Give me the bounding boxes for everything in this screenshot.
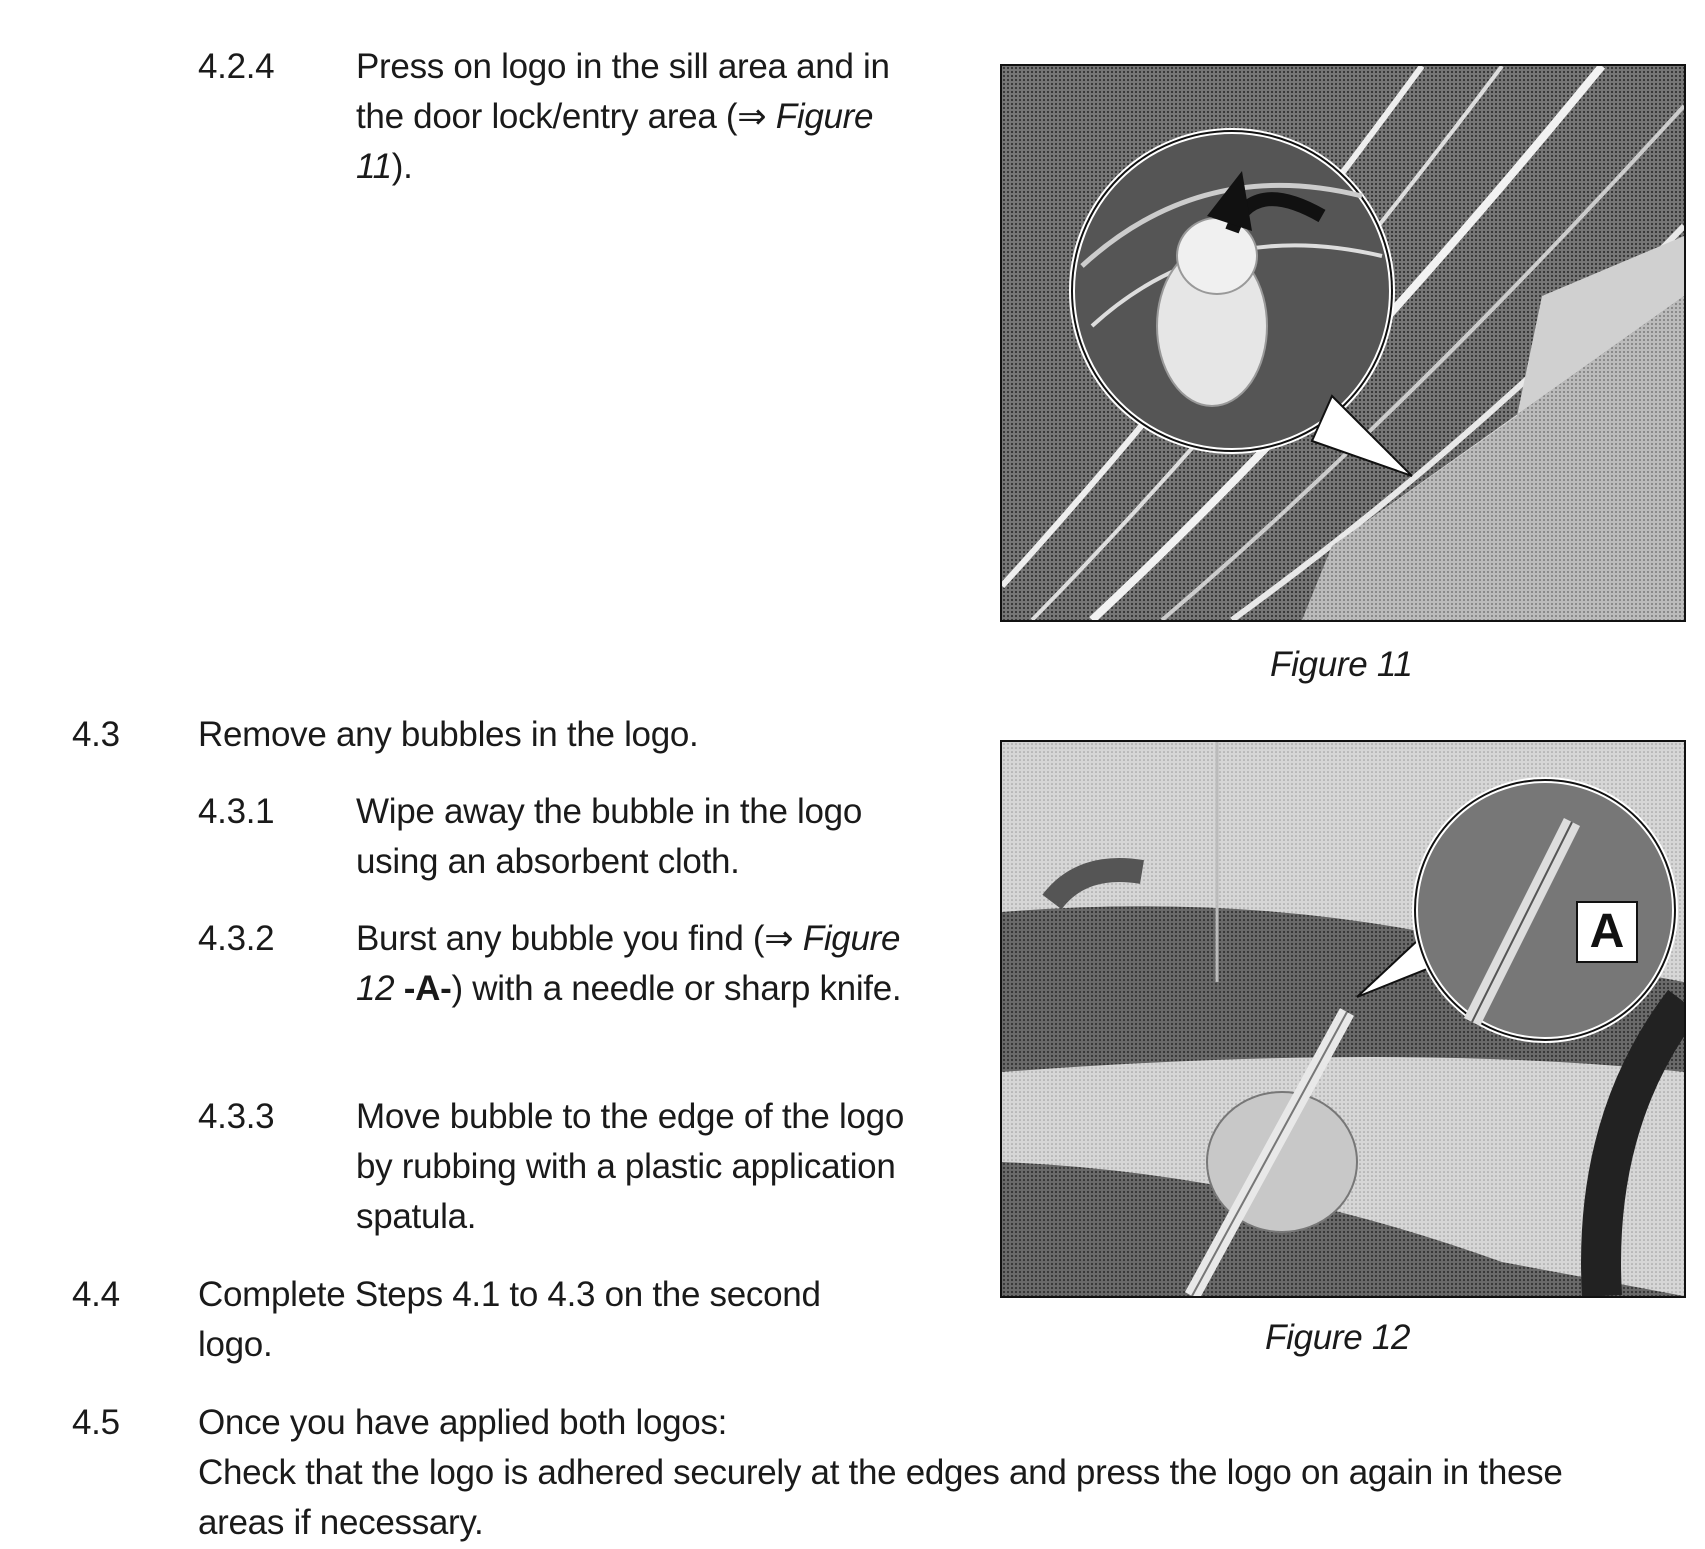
- step-number: 4.3.2: [198, 919, 275, 958]
- callout-a-label: A: [1589, 905, 1625, 958]
- step-number: 4.5: [72, 1403, 120, 1442]
- step-number: 4.3.1: [198, 792, 275, 831]
- step-line: by rubbing with a plastic application: [356, 1147, 896, 1186]
- step-line: Remove any bubbles in the logo.: [198, 715, 699, 754]
- step-line: 11).: [356, 147, 413, 186]
- step-line: the door lock/entry area (⇒ Figure: [356, 97, 874, 136]
- step-text: [198, 1398, 1678, 1548]
- figure-11-caption: Figure 11: [1270, 645, 1413, 684]
- step-line: Press on logo in the sill area and in: [356, 47, 890, 86]
- arrow-icon: ⇒: [737, 97, 767, 136]
- step-line: Check that the logo is adhered securely at the edges and press the logo on again in these: [198, 1453, 1563, 1492]
- step-number: 4.3: [72, 715, 120, 754]
- step-text: [198, 1270, 958, 1370]
- step-line: areas if necessary.: [198, 1503, 484, 1542]
- step-text: [356, 1092, 976, 1242]
- step-line: Move bubble to the edge of the logo: [356, 1097, 904, 1136]
- step-number: 4.2.4: [198, 47, 275, 86]
- step-line: Burst any bubble you find (⇒ Figure: [356, 919, 901, 958]
- step-line: logo.: [198, 1325, 273, 1364]
- step-text: [198, 710, 958, 760]
- step-number: 4.4: [72, 1275, 120, 1314]
- step-line: Wipe away the bubble in the logo: [356, 792, 863, 831]
- figure-11-image: [1000, 64, 1686, 622]
- step-line: 12 -A-) with a needle or sharp knife.: [356, 969, 902, 1008]
- figure-12-caption: Figure 12: [1265, 1318, 1411, 1357]
- figure-12-image: [1000, 740, 1686, 1298]
- figure-reference[interactable]: Figure: [802, 919, 901, 958]
- step-line: Complete Steps 4.1 to 4.3 on the second: [198, 1275, 821, 1314]
- step-line: spatula.: [356, 1197, 477, 1236]
- step-line: using an absorbent cloth.: [356, 842, 740, 881]
- step-number: 4.3.3: [198, 1097, 275, 1136]
- door-sill-photo: [1002, 66, 1684, 620]
- step-text: [356, 787, 956, 887]
- step-text: [356, 42, 936, 192]
- arrow-icon: ⇒: [764, 919, 794, 958]
- figure-reference[interactable]: Figure: [775, 97, 874, 136]
- step-text: [356, 914, 976, 1014]
- knife-bubble-photo: [1002, 742, 1684, 1296]
- callout-label: -A-: [403, 969, 452, 1008]
- step-line: Once you have applied both logos:: [198, 1403, 728, 1442]
